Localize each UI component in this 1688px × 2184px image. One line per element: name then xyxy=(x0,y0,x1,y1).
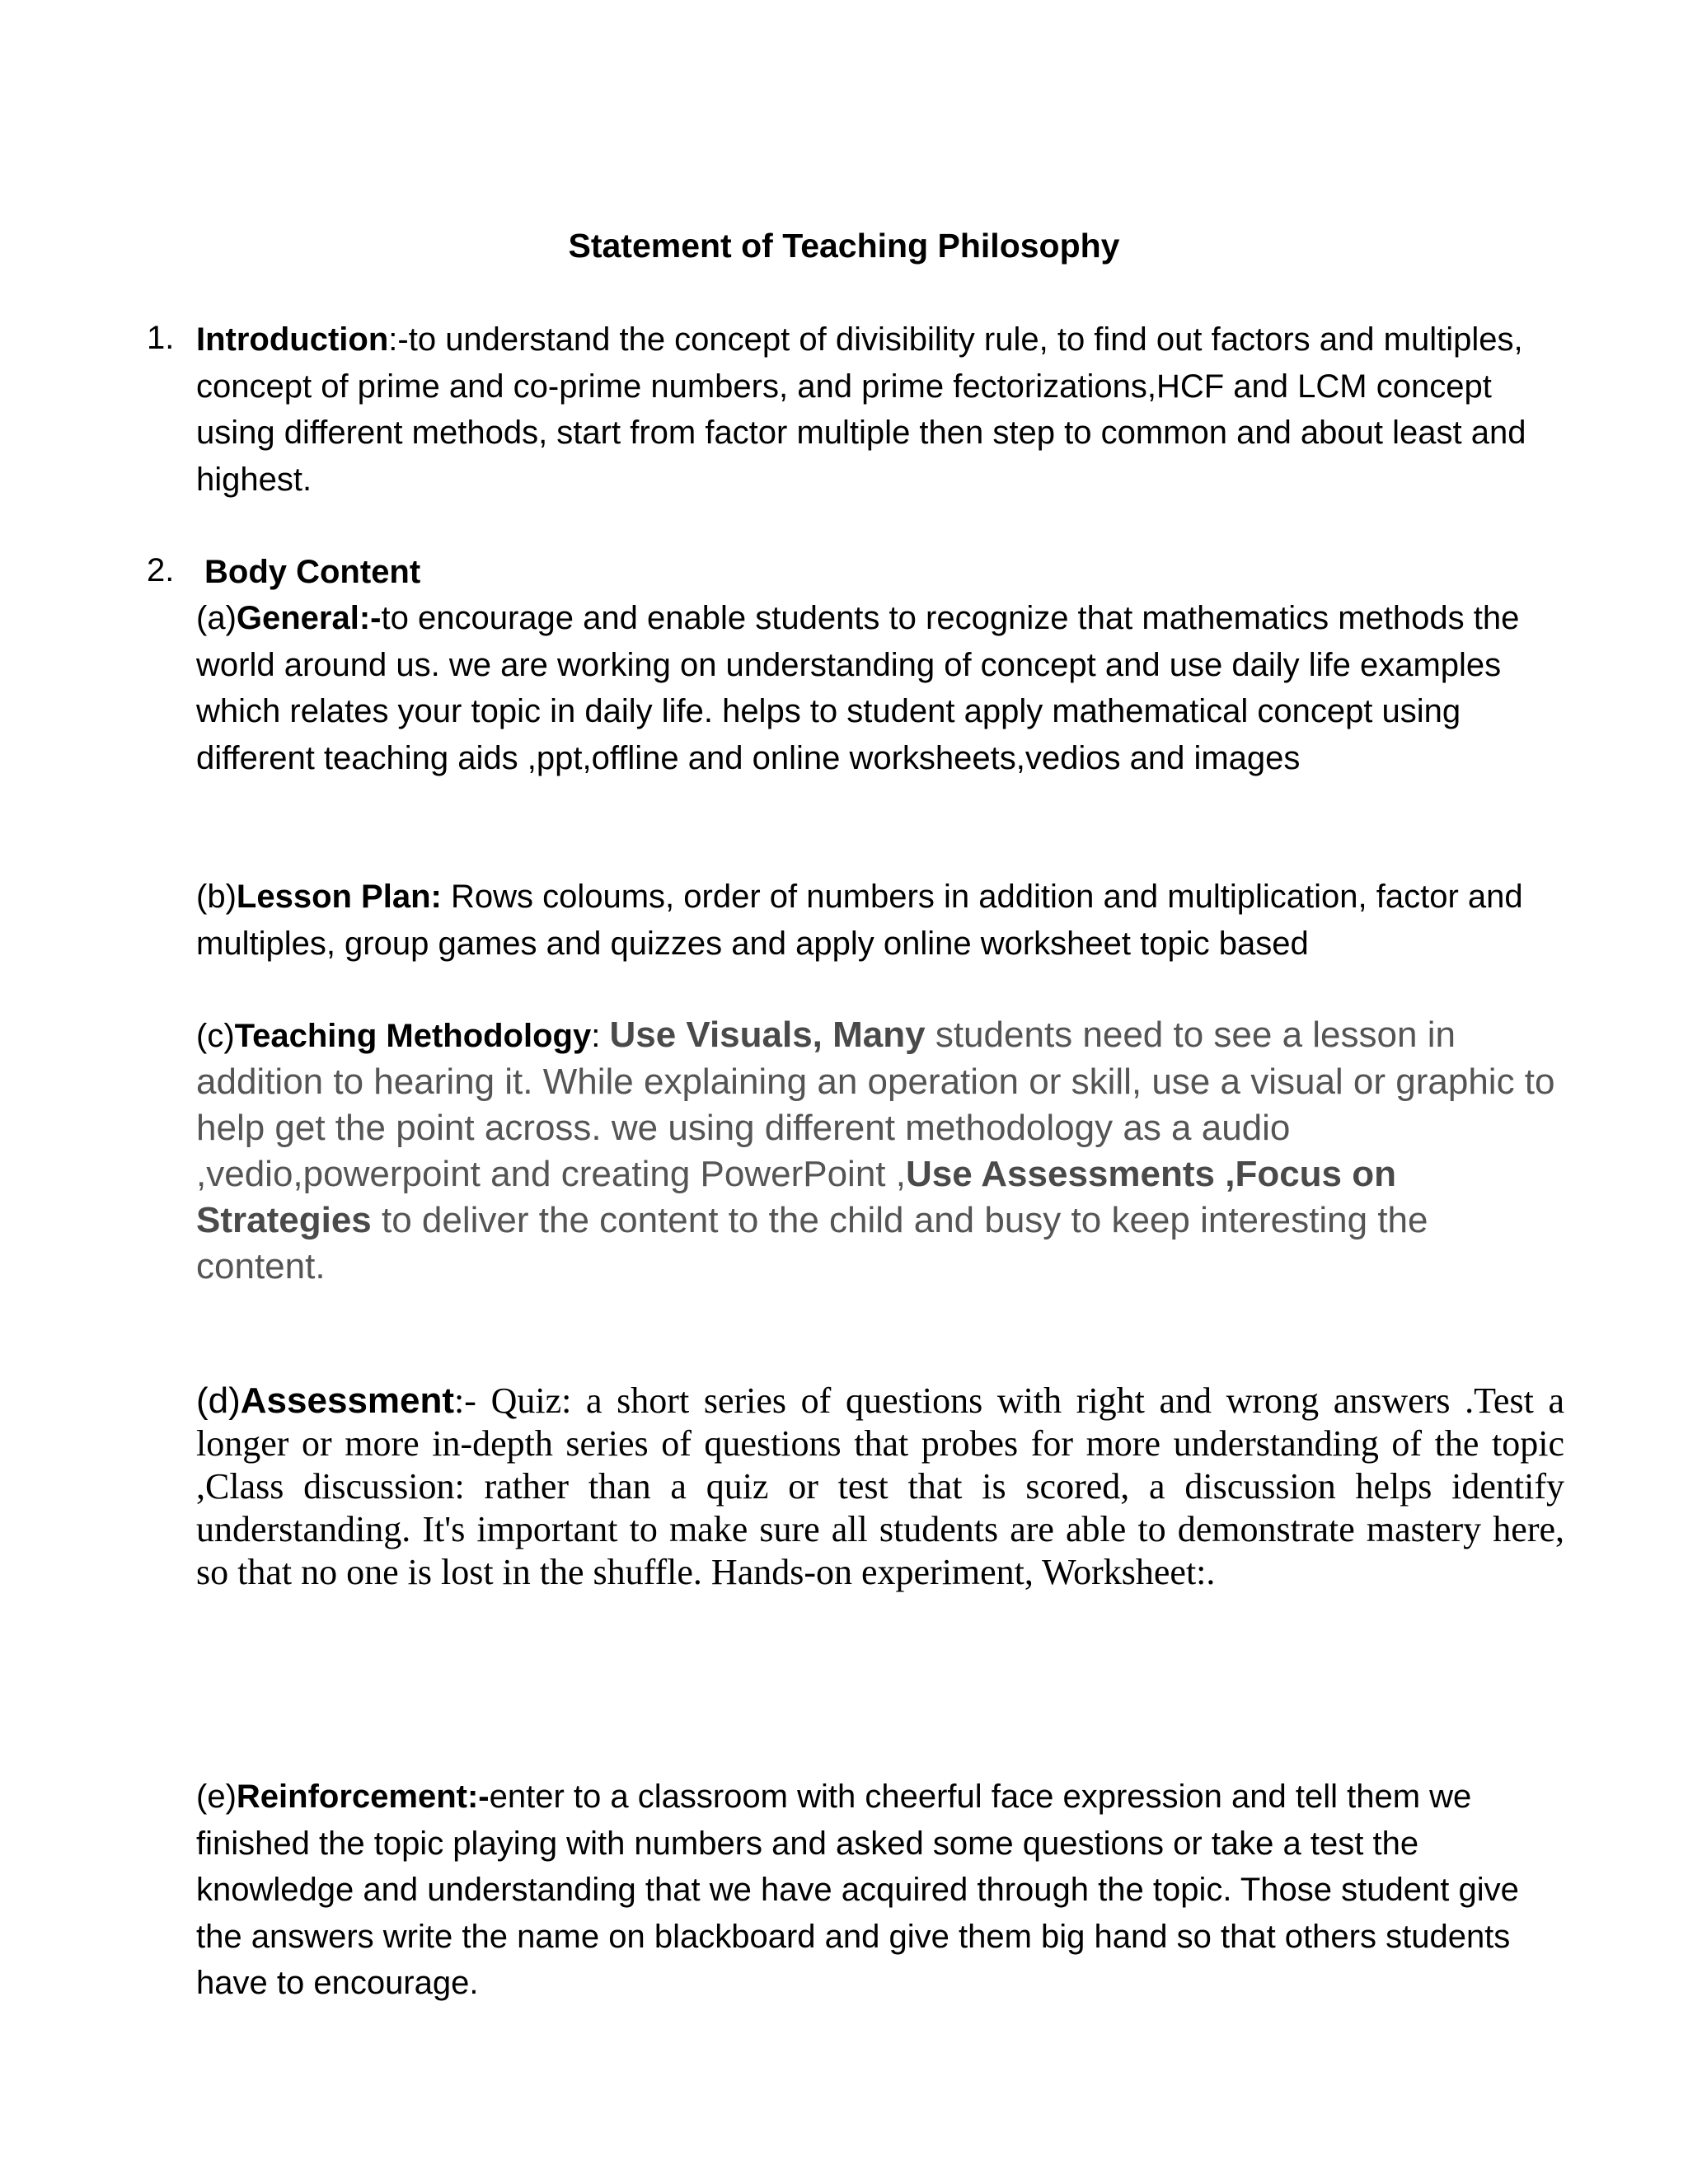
methodology-paragraph xyxy=(196,1012,1564,1290)
reinforcement-heading: Reinforcement:- xyxy=(236,1779,490,1815)
methodology-bold-visuals: Use Visuals, Many xyxy=(609,1015,926,1055)
general-text: to encourage and enable students to recognize that mathematics methods the world around us. we are working on understanding of concept and use daily life examples which relates your topic in daily life. helps to student apply mathematical concept using different teaching aids ,ppt,offline and online worksheets,vedios and images xyxy=(196,600,1520,776)
assessment-paragraph xyxy=(196,1380,1564,1594)
page-title: Statement of Teaching Philosophy xyxy=(568,227,1120,265)
lesson-heading: Lesson Plan: xyxy=(236,879,442,915)
body-number: 2. xyxy=(147,552,175,588)
intro-number: 1. xyxy=(147,320,175,356)
assessment-prefix: (d) xyxy=(196,1380,241,1421)
assessment-heading: Assessment xyxy=(240,1380,455,1421)
lesson-prefix: (b) xyxy=(196,879,237,915)
body-heading: Body Content xyxy=(204,554,421,590)
general-paragraph xyxy=(196,595,1564,781)
general-prefix: (a) xyxy=(196,600,237,636)
general-heading: General:- xyxy=(236,600,382,636)
reinforcement-text: enter to a classroom with cheerful face expression and tell them we finished the topic playing with numbers and asked some questions or take a test the knowledge and understanding that we have acquired through the topic. Those student give the answers write the name on blackboard and give them big hand so that others students have to encourage. xyxy=(196,1779,1519,2001)
intro-text: :-to understand the concept of divisibility rule, to find out factors and multiples, concept of prime and co-prime numbers, and prime fectorizations,HCF and LCM concept using different methods, start from factor multiple then step to common and about least and highest. xyxy=(196,321,1526,498)
intro-paragraph xyxy=(196,316,1564,503)
intro-heading: Introduction xyxy=(196,321,389,358)
methodology-text-1: students need to see a lesson in addition to hearing it. While explaining an operation or skill, use a visual or graphic to help get the point across. we using different methodology as a audio ,vedio,powerpoint and creating PowerPoint , xyxy=(196,1015,1555,1194)
methodology-heading: Teaching Methodology xyxy=(234,1018,592,1054)
reinforcement-paragraph xyxy=(196,1774,1564,2007)
lesson-text: Rows coloums, order of numbers in addition and multiplication, factor and multiples, group games and quizzes and apply online worksheet topic based xyxy=(196,879,1523,962)
reinforcement-prefix: (e) xyxy=(196,1779,237,1815)
methodology-colon: : xyxy=(591,1018,610,1054)
lesson-plan-paragraph xyxy=(196,874,1564,967)
methodology-prefix: (c) xyxy=(196,1018,235,1054)
body-heading-block xyxy=(204,549,1573,596)
methodology-bold-assessments: Use Assessments ,Focus on Strategies xyxy=(196,1154,1396,1240)
assessment-text: :- Quiz: a short series of questions with right and wrong answers .Test a longer or more in-depth series of questions that probes for more understanding of the topic ,Class discussion: rather than a quiz or test that is scored, a discussion helps identify understanding. It's important to make sure all students are able to demonstrate mastery here, so that no one is lost in the shuffle. Hands-on experiment, Worksheet:. xyxy=(196,1380,1564,1592)
methodology-text-2: to deliver the content to the child and busy to keep interesting the content. xyxy=(196,1200,1428,1286)
